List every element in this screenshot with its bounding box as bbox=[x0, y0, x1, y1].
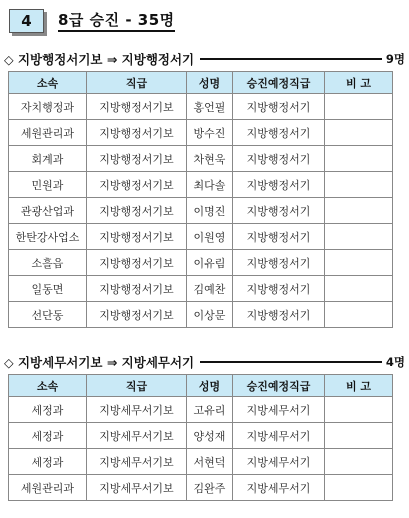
cell-promotion-rank: 지방행정서기 bbox=[233, 120, 325, 146]
promotion-table-tax bbox=[8, 374, 393, 501]
cell-name: 이명진 bbox=[187, 198, 233, 224]
section-subtitle: ◇ 지방행정서기보 ⇒ 지방행정서기 bbox=[4, 52, 195, 67]
cell-rank: 지방세무서기보 bbox=[87, 423, 187, 449]
divider-line bbox=[200, 58, 382, 60]
section-number-badge: 4 bbox=[9, 9, 44, 33]
cell-remarks bbox=[325, 397, 393, 423]
col-header-remarks: 비 고 bbox=[325, 72, 393, 94]
col-header-affiliation: 소속 bbox=[9, 72, 87, 94]
cell-rank: 지방세무서기보 bbox=[87, 475, 187, 501]
cell-name: 서현덕 bbox=[187, 449, 233, 475]
table-row bbox=[9, 276, 393, 302]
cell-affiliation: 세원관리과 bbox=[9, 475, 87, 501]
table-row bbox=[9, 94, 393, 120]
cell-name: 홍언필 bbox=[187, 94, 233, 120]
cell-promotion-rank: 지방세무서기 bbox=[233, 423, 325, 449]
cell-affiliation: 세원관리과 bbox=[9, 120, 87, 146]
cell-name: 방수진 bbox=[187, 120, 233, 146]
section-header bbox=[4, 353, 405, 371]
cell-remarks bbox=[325, 423, 393, 449]
cell-rank: 지방행정서기보 bbox=[87, 224, 187, 250]
cell-rank: 지방행정서기보 bbox=[87, 250, 187, 276]
section-count: 4명 bbox=[385, 355, 405, 369]
cell-remarks bbox=[325, 475, 393, 501]
cell-name: 김예찬 bbox=[187, 276, 233, 302]
col-header-name: 성명 bbox=[187, 375, 233, 397]
cell-remarks bbox=[325, 449, 393, 475]
cell-promotion-rank: 지방행정서기 bbox=[233, 250, 325, 276]
table-row bbox=[9, 224, 393, 250]
cell-remarks bbox=[325, 250, 393, 276]
section-header bbox=[4, 50, 405, 68]
cell-promotion-rank: 지방행정서기 bbox=[233, 198, 325, 224]
cell-promotion-rank: 지방행정서기 bbox=[233, 172, 325, 198]
col-header-name: 성명 bbox=[187, 72, 233, 94]
cell-affiliation: 선단동 bbox=[9, 302, 87, 328]
cell-name: 고유리 bbox=[187, 397, 233, 423]
table-row bbox=[9, 250, 393, 276]
cell-affiliation: 소흘읍 bbox=[9, 250, 87, 276]
section-tax bbox=[4, 353, 405, 501]
section-count: 9명 bbox=[385, 52, 405, 66]
cell-affiliation: 세정과 bbox=[9, 449, 87, 475]
section-subtitle: ◇ 지방세무서기보 ⇒ 지방세무서기 bbox=[4, 355, 195, 370]
cell-remarks bbox=[325, 198, 393, 224]
cell-rank: 지방행정서기보 bbox=[87, 302, 187, 328]
section-title: 8급 승진 - 35명 bbox=[58, 11, 175, 32]
cell-affiliation: 자치행정과 bbox=[9, 94, 87, 120]
cell-affiliation: 세정과 bbox=[9, 397, 87, 423]
cell-rank: 지방행정서기보 bbox=[87, 120, 187, 146]
cell-promotion-rank: 지방행정서기 bbox=[233, 276, 325, 302]
cell-rank: 지방행정서기보 bbox=[87, 172, 187, 198]
cell-name: 최다솔 bbox=[187, 172, 233, 198]
cell-remarks bbox=[325, 172, 393, 198]
col-header-remarks: 비 고 bbox=[325, 375, 393, 397]
cell-rank: 지방행정서기보 bbox=[87, 198, 187, 224]
cell-promotion-rank: 지방행정서기 bbox=[233, 302, 325, 328]
cell-promotion-rank: 지방세무서기 bbox=[233, 449, 325, 475]
table-row bbox=[9, 423, 393, 449]
cell-remarks bbox=[325, 120, 393, 146]
cell-name: 이상문 bbox=[187, 302, 233, 328]
cell-promotion-rank: 지방세무서기 bbox=[233, 475, 325, 501]
section-admin bbox=[4, 50, 405, 328]
table-header-row bbox=[9, 72, 393, 94]
col-header-rank: 직급 bbox=[87, 375, 187, 397]
promotion-table-admin bbox=[8, 71, 393, 328]
table-header-row bbox=[9, 375, 393, 397]
cell-affiliation: 한탄강사업소 bbox=[9, 224, 87, 250]
table-row bbox=[9, 397, 393, 423]
cell-name: 차현욱 bbox=[187, 146, 233, 172]
cell-affiliation: 관광산업과 bbox=[9, 198, 87, 224]
cell-promotion-rank: 지방행정서기 bbox=[233, 224, 325, 250]
cell-name: 김완주 bbox=[187, 475, 233, 501]
col-header-rank: 직급 bbox=[87, 72, 187, 94]
cell-promotion-rank: 지방행정서기 bbox=[233, 94, 325, 120]
col-header-promotion-rank: 승진예정직급 bbox=[233, 375, 325, 397]
cell-rank: 지방세무서기보 bbox=[87, 449, 187, 475]
cell-remarks bbox=[325, 94, 393, 120]
cell-affiliation: 민원과 bbox=[9, 172, 87, 198]
table-row bbox=[9, 449, 393, 475]
cell-name: 양성재 bbox=[187, 423, 233, 449]
table-row bbox=[9, 198, 393, 224]
section-heading bbox=[9, 9, 175, 33]
cell-affiliation: 세정과 bbox=[9, 423, 87, 449]
col-header-affiliation: 소속 bbox=[9, 375, 87, 397]
table-row bbox=[9, 302, 393, 328]
cell-rank: 지방행정서기보 bbox=[87, 276, 187, 302]
table-row bbox=[9, 120, 393, 146]
cell-name: 이원영 bbox=[187, 224, 233, 250]
cell-promotion-rank: 지방세무서기 bbox=[233, 397, 325, 423]
table-row bbox=[9, 146, 393, 172]
divider-line bbox=[200, 361, 382, 363]
cell-remarks bbox=[325, 146, 393, 172]
cell-name: 이유림 bbox=[187, 250, 233, 276]
cell-remarks bbox=[325, 302, 393, 328]
cell-remarks bbox=[325, 224, 393, 250]
cell-remarks bbox=[325, 276, 393, 302]
cell-promotion-rank: 지방행정서기 bbox=[233, 146, 325, 172]
cell-rank: 지방세무서기보 bbox=[87, 397, 187, 423]
table-row bbox=[9, 172, 393, 198]
col-header-promotion-rank: 승진예정직급 bbox=[233, 72, 325, 94]
cell-rank: 지방행정서기보 bbox=[87, 94, 187, 120]
table-row bbox=[9, 475, 393, 501]
cell-affiliation: 회계과 bbox=[9, 146, 87, 172]
cell-rank: 지방행정서기보 bbox=[87, 146, 187, 172]
cell-affiliation: 일동면 bbox=[9, 276, 87, 302]
